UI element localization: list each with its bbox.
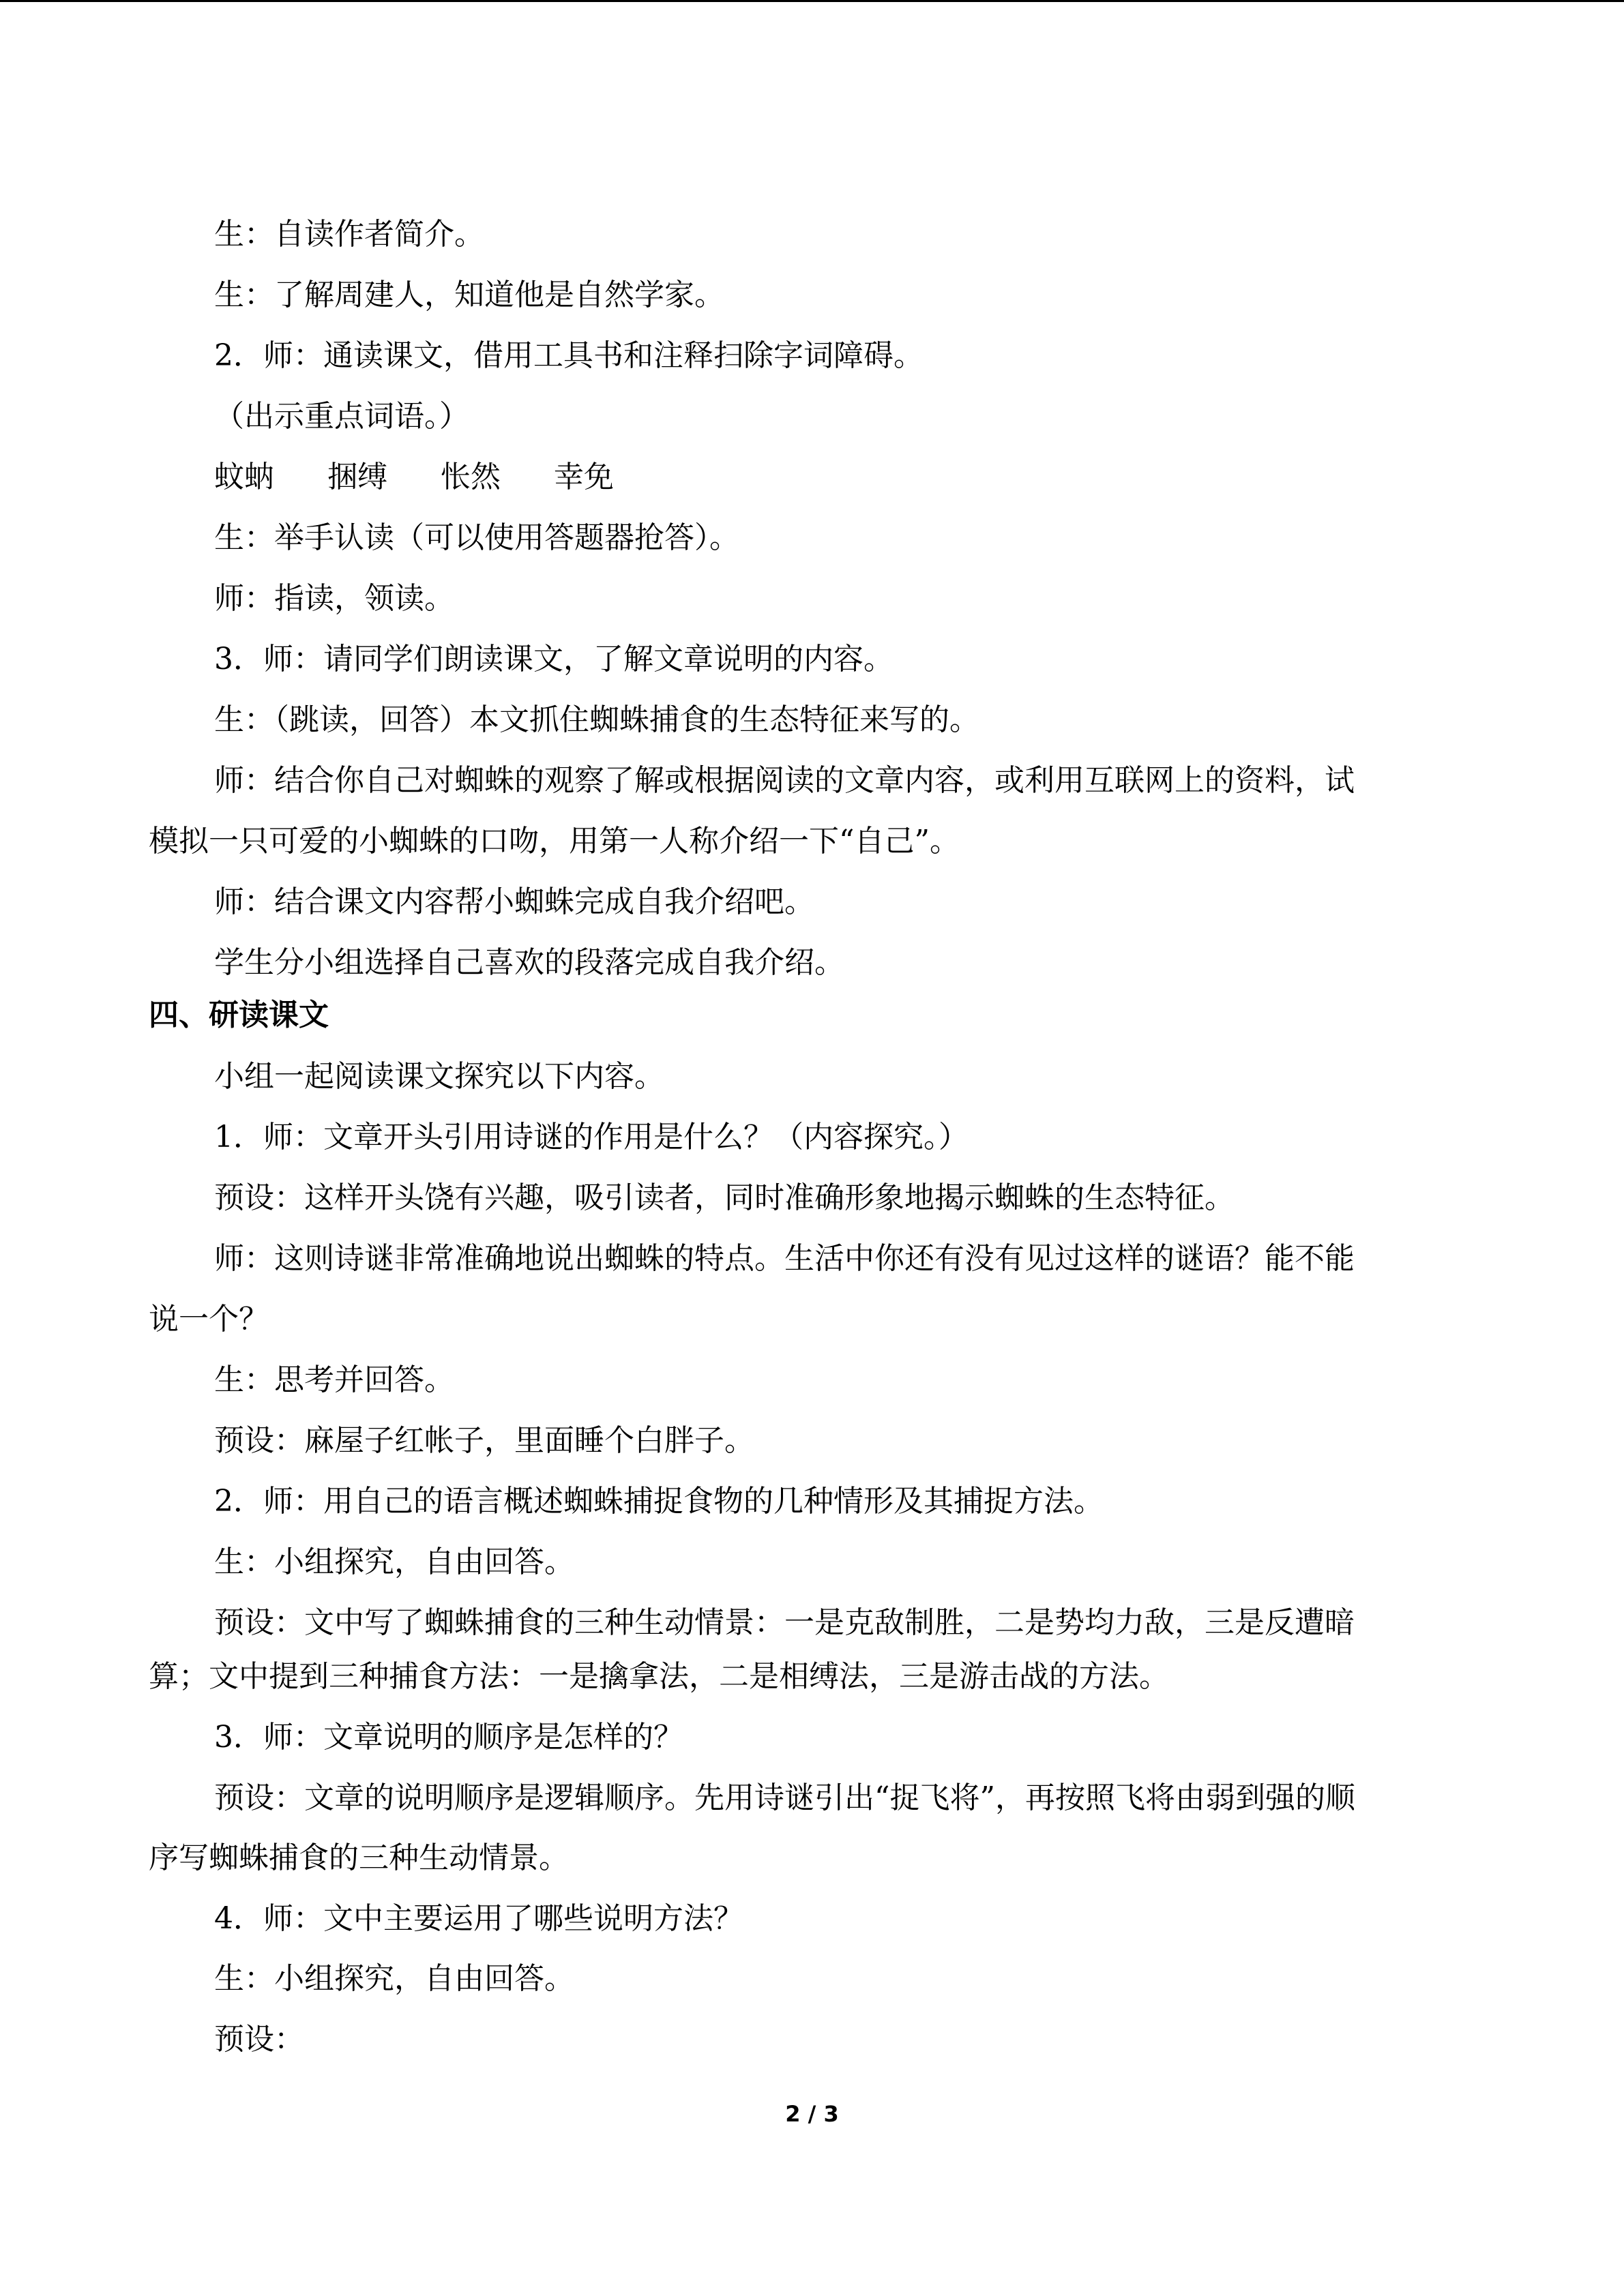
key-word: 蚊蚋: [214, 460, 274, 494]
paragraph: 生：思考并回答。: [214, 1362, 454, 1397]
paragraph: 小组一起阅读课文探究以下内容。: [214, 1059, 664, 1094]
paragraph-continuation: 序写蜘蛛捕食的三种生动情景。: [149, 1840, 569, 1875]
key-word: 捆缚: [327, 460, 387, 494]
page-number: 2 / 3: [785, 2101, 839, 2127]
paragraph: 4．师：文中主要运用了哪些说明方法？: [214, 1901, 743, 1936]
paragraph: 生：小组探究，自由回答。: [214, 1961, 574, 1996]
paragraph: 师：结合课文内容帮小蜘蛛完成自我介绍吧。: [214, 884, 814, 919]
paragraph: 预设：文中写了蜘蛛捕食的三种生动情景：一是克敌制胜，二是势均力敌，三是反遭暗: [214, 1605, 1355, 1640]
paragraph: 3．师：请同学们朗读课文，了解文章说明的内容。: [214, 642, 894, 676]
paragraph: 生：（跳读，回答）本文抓住蜘蛛捕食的生态特征来写的。: [214, 702, 979, 737]
top-border-line: [0, 0, 1624, 2]
paragraph: 1．师：文章开头引用诗谜的作用是什么？（内容探究。）: [214, 1120, 969, 1154]
section-heading: 四、研读课文: [149, 998, 329, 1032]
paragraph-continuation: 说一个？: [149, 1302, 269, 1337]
key-words-list: [214, 457, 667, 498]
paragraph-continuation: 算；文中提到三种捕食方法：一是擒拿法，二是相缚法，三是游击战的方法。: [149, 1659, 1169, 1694]
paragraph: 预设：麻屋子红帐子，里面睡个白胖子。: [214, 1423, 754, 1458]
paragraph: 学生分小组选择自己喜欢的段落完成自我介绍。: [214, 945, 844, 980]
paragraph: 2．师：通读课文，借用工具书和注释扫除字词障碍。: [214, 338, 924, 373]
paragraph: 预设：这样开头饶有兴趣，吸引读者，同时准确形象地揭示蜘蛛的生态特征。: [214, 1180, 1235, 1215]
key-word: 幸免: [554, 460, 614, 494]
paragraph: 师：结合你自己对蜘蛛的观察了解或根据阅读的文章内容，或利用互联网上的资料，试: [214, 763, 1355, 798]
paragraph: 生：举手认读（可以使用答题器抢答）。: [214, 520, 739, 555]
paragraph: 预设：: [214, 2022, 304, 2057]
key-word: 怅然: [441, 460, 501, 494]
paragraph: 生：了解周建人，知道他是自然学家。: [214, 278, 724, 312]
paragraph: 生：小组探究，自由回答。: [214, 1545, 574, 1579]
paragraph: （出示重点词语。）: [214, 399, 469, 434]
paragraph: 师：这则诗谜非常准确地说出蜘蛛的特点。生活中你还有没有见过这样的谜语？能不能: [214, 1241, 1355, 1276]
paragraph: 预设：文章的说明顺序是逻辑顺序。先用诗谜引出“捉飞将”，再按照飞将由弱到强的顺: [214, 1780, 1355, 1815]
paragraph: 生：自读作者简介。: [214, 217, 484, 252]
paragraph-continuation: 模拟一只可爱的小蜘蛛的口吻，用第一人称介绍一下“自己”。: [149, 824, 960, 859]
paragraph: 2．师：用自己的语言概述蜘蛛捕捉食物的几种情形及其捕捉方法。: [214, 1484, 1104, 1519]
paragraph: 3．师：文章说明的顺序是怎样的？: [214, 1720, 683, 1755]
paragraph: 师：指读，领读。: [214, 581, 454, 616]
